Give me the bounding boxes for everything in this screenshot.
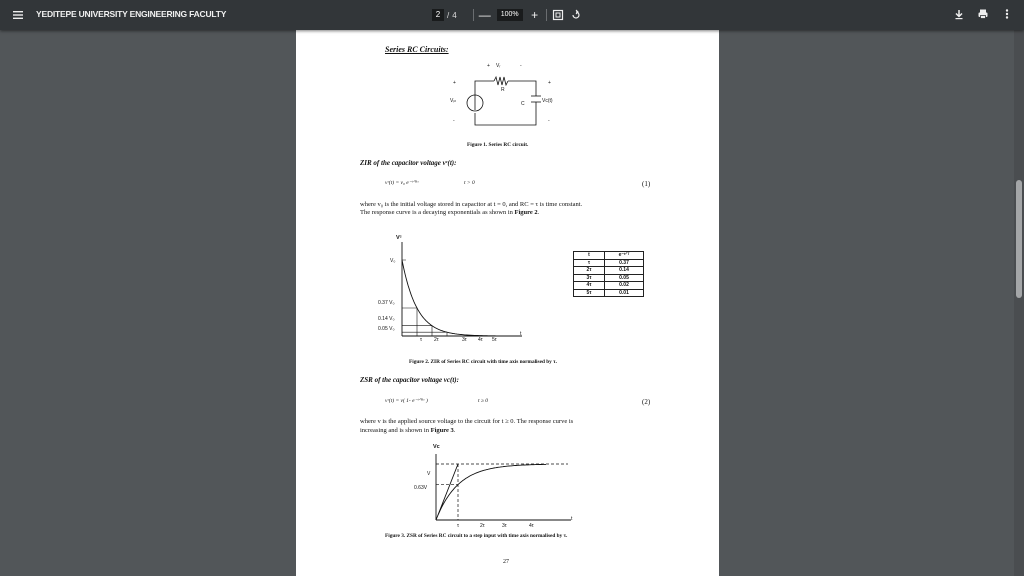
vc-label: Vc(t) xyxy=(542,98,553,104)
zir-curve xyxy=(402,260,512,336)
zsr-paragraph-line-2: increasing and is shown in Figure 3. xyxy=(360,427,456,434)
vin-label: Vᵢₙ xyxy=(450,98,457,104)
fig3-v-label: V xyxy=(427,471,431,477)
zsr-curve xyxy=(436,464,546,520)
document-title: YEDITEPE UNIVERSITY ENGINEERING FACULTY xyxy=(36,9,227,19)
table-cell: 4τ xyxy=(574,282,605,290)
zoom-input[interactable]: 100% xyxy=(497,9,523,21)
more-vert-icon[interactable] xyxy=(1000,7,1014,21)
zoom-in-button[interactable]: + xyxy=(531,8,539,22)
fig2-y-axis-label: Vᶜ xyxy=(396,235,402,241)
print-icon[interactable] xyxy=(976,7,990,21)
table-cell: 0.01 xyxy=(605,289,644,297)
plus-sign: + xyxy=(548,80,551,86)
r-label: R xyxy=(501,87,505,93)
pdf-toolbar xyxy=(0,0,1024,30)
fig2-v0-label: V₀ xyxy=(390,258,396,264)
fig3-063-label: 0.63V xyxy=(414,485,428,491)
minus-sign: - xyxy=(520,63,522,69)
table-row xyxy=(574,259,644,267)
fig2-037-label: 0.37 V₀ xyxy=(378,300,395,306)
plus-sign: + xyxy=(453,80,456,86)
table-row xyxy=(574,267,644,275)
minus-sign: - xyxy=(453,118,455,124)
figure-1-caption: Figure 1. Series RC circuit. xyxy=(467,142,529,148)
toolbar-actions xyxy=(952,7,1014,21)
fig2-x-axis-label: t xyxy=(520,331,522,337)
equation-1-number: (1) xyxy=(642,180,651,188)
exponential-table xyxy=(573,251,644,297)
fig2-tick-3: 3τ xyxy=(462,337,467,343)
equation-2-condition: t ≥ 0 xyxy=(478,398,489,404)
table-cell: 0.05 xyxy=(605,274,644,282)
fig2-tick-5: 5τ xyxy=(492,337,497,343)
scrollbar-thumb[interactable] xyxy=(1016,180,1022,298)
fig2-014-label: 0.14 V₀ xyxy=(378,316,395,322)
zsr-heading: ZSR of the capacitor voltage vc(t): xyxy=(360,376,459,384)
c-label: C xyxy=(521,101,525,107)
page-zoom-controls xyxy=(432,6,583,24)
zir-heading: ZIR of the capacitor voltage vᶜ(t): xyxy=(360,159,457,167)
table-row xyxy=(574,289,644,297)
fig3-tick-2: 2τ xyxy=(480,523,485,529)
fig2-005-label: 0.05 V₀ xyxy=(378,326,395,332)
figure-2-reference: Figure 2 xyxy=(514,209,538,216)
zsr-guide-lines xyxy=(436,464,568,520)
table-header-exp: e⁻ᵗᐟᵀ xyxy=(605,252,644,260)
fig3-tick-3: 3τ xyxy=(502,523,507,529)
toolbar-divider xyxy=(546,9,547,21)
figure-2-caption: Figure 2. ZIR of Series RC circuit with time axis normalised by τ. xyxy=(409,359,557,365)
fig3-y-axis-label: Vc xyxy=(433,444,440,450)
zsr-rise-graph xyxy=(431,450,581,525)
zir-decay-graph xyxy=(396,240,526,345)
page-number: 27 xyxy=(503,559,509,565)
zir-paragraph-line-2: The response curve is a decaying exponentials as shown in Figure 2. xyxy=(360,209,540,216)
table-row xyxy=(574,274,644,282)
vr-label: Vᵣ xyxy=(496,63,501,69)
fit-page-icon[interactable] xyxy=(551,8,565,22)
minus-sign: - xyxy=(548,118,550,124)
rc-circuit-diagram xyxy=(441,62,561,132)
table-cell: 2τ xyxy=(574,267,605,275)
equation-1-condition: t > 0 xyxy=(464,180,475,186)
table-row xyxy=(574,282,644,290)
zsr-paragraph-line-1: where v is the applied source voltage to the circuit for t ≥ 0. The response curve is xyxy=(360,418,574,425)
total-pages: 4 xyxy=(452,10,457,20)
equation-2-number: (2) xyxy=(642,398,651,406)
zir-paragraph-line-1: where v₀ is the initial voltage stored in capacitor at t = 0, and RC = τ is time constant. xyxy=(360,201,583,208)
table-cell: 5τ xyxy=(574,289,605,297)
table-cell: 0.14 xyxy=(605,267,644,275)
equation-1: vᶜ(t) = v₀ e⁻ᵗᐟᴿᶜ xyxy=(385,180,419,186)
table-cell: τ xyxy=(574,259,605,267)
zoom-out-button[interactable]: — xyxy=(478,8,491,22)
table-header-t: t xyxy=(574,252,605,260)
vertical-scrollbar[interactable] xyxy=(1014,30,1024,576)
menu-icon[interactable] xyxy=(11,8,25,22)
fig3-tick-4: 4τ xyxy=(529,523,534,529)
figure-3-reference: Figure 3 xyxy=(430,427,454,434)
download-icon[interactable] xyxy=(952,7,966,21)
page-separator: / xyxy=(447,10,450,20)
table-cell: 0.02 xyxy=(605,282,644,290)
fig3-x-axis-label: t xyxy=(571,516,573,522)
fig2-tick-1: τ xyxy=(420,337,422,343)
fig2-tick-4: 4τ xyxy=(478,337,483,343)
section-heading: Series RC Circuits: xyxy=(385,45,449,54)
toolbar-divider xyxy=(473,9,474,21)
plus-sign: + xyxy=(487,63,490,69)
fig3-tick-1: τ xyxy=(457,523,459,529)
zir-guide-lines xyxy=(402,260,447,336)
table-cell: 3τ xyxy=(574,274,605,282)
figure-3-caption: Figure 3. ZSR of Series RC circuit to a step input with time axis normalised by τ. xyxy=(385,533,568,539)
table-cell: 0.37 xyxy=(605,259,644,267)
table-header-row xyxy=(574,252,644,260)
rotate-icon[interactable] xyxy=(569,8,583,22)
pdf-page xyxy=(296,30,719,576)
fig2-tick-2: 2τ xyxy=(434,337,439,343)
equation-2: vᶜ(t) = v( 1- e⁻ᵗᐟᴿᶜ ) xyxy=(385,398,428,404)
page-number-input[interactable]: 2 xyxy=(432,9,444,21)
